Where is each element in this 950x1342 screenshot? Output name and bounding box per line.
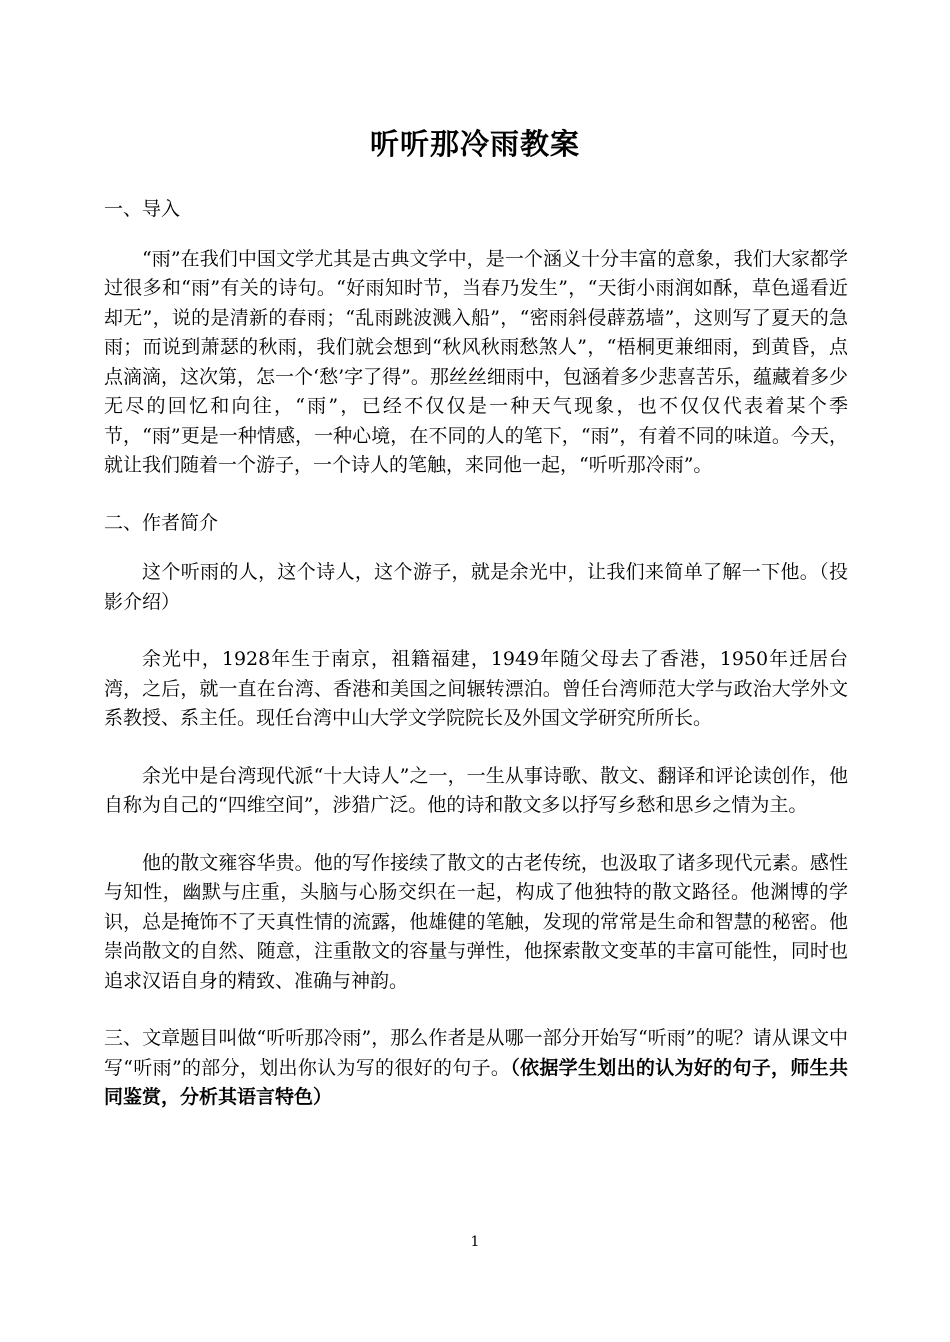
paragraph-author-1: 这个听雨的人，这个诗人，这个游子，就是余光中，让我们来简单了解一下他。（投影介绍） <box>104 561 848 613</box>
paragraph-intro: “雨”在我们中国文学尤其是古典文学中，是一个涵义十分丰富的意象，我们大家都学过很多和“雨”有关的诗句。“好雨知时节，当春乃发生”，“天街小雨润如酥，草色遥看近却无”，说的是清新的春雨；“乱雨跳波溅入船”，“密雨斜侵薜荔墙”，这则写了夏天的急雨；而说到萧瑟的秋雨，我们就会想到“秋风秋雨愁煞人”，“梧桐更兼细雨，到黄昏，点点滴滴，这次第，怎一个‘愁’字了得”。那丝丝细雨中，包涵着多少悲喜苦乐，蕴藏着多少无尽的回忆和向往，“雨”，已经不仅仅是一种天气现象，也不仅仅代表着某个季节，“雨”更是一种情感，一种心境，在不同的人的笔下，“雨”，有着不同的味道。今天，就让我们随着一个游子，一个诗人的笔触，来同他一起，“听听那冷雨”。 <box>104 247 848 476</box>
section-heading-intro: 一、导入 <box>104 198 181 220</box>
section-question-3 <box>104 1024 848 1113</box>
page-number: 1 <box>470 1234 480 1250</box>
question-3-bold-note: （依据学生划出的认为好的句子，师生共同鉴赏，分析其语言特色） <box>104 1056 848 1108</box>
document-body <box>104 195 848 1141</box>
paragraph-author-2: 余光中，1928年生于南京，祖籍福建，1949年随父母去了香港，1950年迁居台湾，之后，就一直在台湾、香港和美国之间辗转漂泊。曾任台湾师范大学与政治大学外文系教授、系主任。现任台湾中山大学文学院院长及外国文学研究所所长。 <box>104 648 848 729</box>
section-heading-author: 二、作者简介 <box>104 511 219 534</box>
paragraph-author-3: 余光中是台湾现代派“十大诗人”之一，一生从事诗歌、散文、翻译和评论读创作，他自称为自己的“四维空间”，涉猎广泛。他的诗和散文多以抒写乡愁和思乡之情为主。 <box>104 764 848 816</box>
question-3-text: 三、文章题目叫做“听听那冷雨”，那么作者是从哪一部分开始写“听雨”的呢？请从课文中写“听雨”的部分，划出你认为写的很好的句子。 <box>104 1027 848 1079</box>
document-title: 听听那冷雨教案 <box>369 127 580 161</box>
paragraph-author-4: 他的散文雍容华贵。他的写作接续了散文的古老传统，也汲取了诸多现代元素。感性与知性，幽默与庄重，头脑与心肠交织在一起，构成了他独特的散文路径。他渊博的学识，总是掩饰不了天真性情的流露，他雄健的笔触，发现的常常是生命和智慧的秘密。他崇尚散文的自然、随意，注重散文的容量与弹性，他探索散文变革的丰富可能性，同时也追求汉语自身的精致、准确与神韵。 <box>104 851 848 992</box>
